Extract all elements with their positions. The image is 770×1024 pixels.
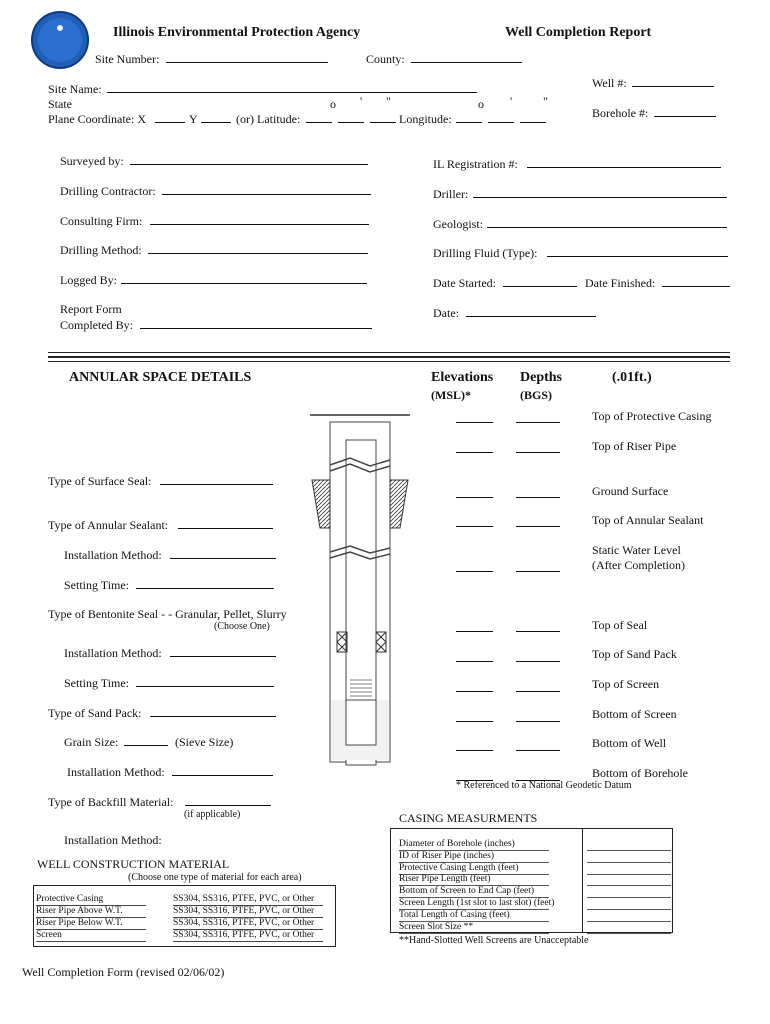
unit-header: (.01ft.) [612,370,652,385]
borehole-number-field[interactable] [654,106,716,117]
material-row-name: Screen [36,930,62,940]
lat-min-mark: ' [360,94,363,108]
il-registration-label: IL Registration #: [433,157,518,171]
casing-row-label: ID of Riser Pipe (inches) [399,850,494,861]
casing-note: **Hand-Slotted Well Screens are Unacceptable [399,935,589,946]
depth-field[interactable] [516,487,560,498]
casing-title: CASING MEASURMENTS [399,811,538,825]
site-name-field[interactable] [107,82,477,93]
depth-field[interactable] [516,711,560,722]
label-top-annular-sealant: Top of Annular Sealant [592,513,704,527]
well-diagram [310,410,420,770]
site-number-label: Site Number: [95,52,160,66]
surveyed-by-field[interactable] [130,154,368,165]
surveyed-by-label: Surveyed by: [60,154,124,168]
depth-field[interactable] [516,516,560,527]
plane-x-field[interactable] [155,112,185,123]
borehole-number-label: Borehole #: [592,106,649,120]
label-top-of-screen: Top of Screen [592,677,660,691]
casing-row [399,851,672,863]
casing-row-label: Total Length of Casing (feet) [399,909,510,920]
depth-field[interactable] [516,442,560,453]
casing-row-label: Diameter of Borehole (inches) [399,839,515,849]
lon-sec-mark: " [543,94,548,108]
material-title: WELL CONSTRUCTION MATERIAL [37,857,230,871]
section-divider-2 [48,357,730,362]
casing-row-label: Bottom of Screen to End Cap (feet) [399,886,535,897]
label-bottom-of-screen: Bottom of Screen [592,707,677,721]
lon-deg-field[interactable] [456,112,482,123]
installation-method-4-label: Installation Method: [64,833,162,847]
site-name-label: Site Name: [48,82,102,96]
depth-field[interactable] [516,561,560,572]
casing-row-label: Protective Casing Length (feet) [399,862,519,873]
casing-row [399,910,672,922]
backfill-label: Type of Backfill Material: [48,795,174,809]
surface-seal-field[interactable] [160,474,273,485]
annular-sealant-label: Type of Annular Sealant: [48,518,169,532]
setting-time-1-field[interactable] [136,578,274,589]
agency-name: Illinois Environmental Protection Agency [113,25,361,40]
annular-title: ANNULAR SPACE DETAILS [69,370,252,385]
material-row-options[interactable]: SS304, SS316, PTFE, PVC, or Other [173,930,315,940]
county-field[interactable] [411,52,522,63]
lat-sec-field[interactable] [370,112,396,123]
lat-min-field[interactable] [338,112,364,123]
choose-one-note: (Choose One) [214,621,270,632]
elevation-field[interactable] [456,487,493,498]
casing-row [399,898,672,910]
completed-by-field[interactable] [140,318,372,329]
if-applicable-note: (if applicable) [184,809,241,820]
label-static-water-level: Static Water Level [592,543,681,557]
plane-coordinate-x-label: Plane Coordinate: X [48,112,146,126]
lon-deg-mark: o [478,97,484,111]
geologist-field[interactable] [487,217,727,228]
elevations-header: Elevations [431,370,494,385]
material-row-options[interactable]: SS304, SS316, PTFE, PVC, or Other [173,894,315,904]
driller-field[interactable] [473,187,727,198]
y-label: Y [189,112,198,126]
label-after-completion: (After Completion) [592,558,685,572]
logged-by-label: Logged By: [60,273,117,287]
plane-y-field[interactable] [201,112,231,123]
casing-row [399,839,672,851]
consulting-firm-field[interactable] [150,214,369,225]
well-number-label: Well #: [592,76,627,90]
material-row [36,894,332,906]
date-started-field[interactable] [503,276,577,287]
drilling-method-field[interactable] [148,243,368,254]
material-row [36,918,332,930]
depth-field[interactable] [516,621,560,632]
bentonite-seal-label: Type of Bentonite Seal - - Granular, Pellet, Slurry [48,607,287,621]
installation-method-3-label: Installation Method: [67,765,165,779]
casing-row [399,874,672,886]
label-top-protective-casing: Top of Protective Casing [592,409,712,423]
depth-field[interactable] [516,681,560,692]
driller-label: Driller: [433,187,469,201]
installation-method-3-field[interactable] [172,765,273,776]
elevation-field[interactable] [456,740,493,751]
label-top-riser-pipe: Top of Riser Pipe [592,439,677,453]
lat-sec-mark: " [386,94,391,108]
agency-logo [30,10,90,70]
installation-method-1-field[interactable] [170,548,276,559]
elevation-field[interactable] [456,516,493,527]
material-row [36,930,332,942]
date-field[interactable] [466,306,596,317]
elevation-field[interactable] [456,681,493,692]
geologist-label: Geologist: [433,217,483,231]
material-row [36,906,332,918]
state-label: State [48,97,72,111]
material-row-name: Riser Pipe Above W.T. [36,906,123,916]
sieve-size-note: (Sieve Size) [175,735,234,749]
setting-time-1-label: Setting Time: [64,578,130,592]
setting-time-2-field[interactable] [136,676,274,687]
grain-size-label: Grain Size: [64,735,119,749]
site-number-field[interactable] [166,52,328,63]
material-row-name: Protective Casing [36,894,104,904]
casing-row-underline [399,933,549,934]
material-row-underline [36,941,146,942]
report-title: Well Completion Report [505,25,652,40]
label-top-sand-pack: Top of Sand Pack [592,647,677,661]
casing-row [399,863,672,875]
bgs-header: (BGS) [520,388,553,402]
depth-field[interactable] [516,651,560,662]
date-label: Date: [433,306,459,320]
longitude-label: Longitude: [399,112,452,126]
installation-method-2-field[interactable] [170,646,276,657]
date-started-label: Date Started: [433,276,496,290]
label-bottom-of-borehole: Bottom of Borehole [592,766,688,780]
casing-row-label: Screen Length (1st slot to last slot) (feet) [399,898,555,908]
annular-sealant-field[interactable] [178,518,273,529]
material-row-options-underline [173,941,323,942]
lat-deg-field[interactable] [306,112,332,123]
lon-min-field[interactable] [488,112,514,123]
casing-row [399,922,672,934]
elevation-field[interactable] [456,412,493,423]
setting-time-2-label: Setting Time: [64,676,130,690]
drilling-contractor-label: Drilling Contractor: [60,184,156,198]
elevation-field[interactable] [456,651,493,662]
label-bottom-of-well: Bottom of Well [592,736,667,750]
drilling-fluid-field[interactable] [547,246,728,257]
casing-row [399,886,672,898]
completed-by-label: Completed By: [60,318,133,332]
report-form-label: Report Form [60,302,122,316]
material-row-options[interactable]: SS304, SS316, PTFE, PVC, or Other [173,918,315,928]
material-subtitle: (Choose one type of material for each area) [128,872,302,883]
lon-min-mark: ' [510,94,513,108]
casing-row-label: Riser Pipe Length (feet) [399,874,491,885]
logged-by-field[interactable] [121,273,367,284]
sand-pack-field[interactable] [150,706,276,717]
label-top-of-seal: Top of Seal [592,618,648,632]
depths-header: Depths [520,370,563,385]
il-registration-field[interactable] [527,157,721,168]
casing-value-field[interactable] [587,933,671,934]
installation-method-1-label: Installation Method: [64,548,162,562]
grain-size-field[interactable] [124,735,168,746]
surface-seal-label: Type of Surface Seal: [48,474,152,488]
casing-table [390,828,673,933]
date-finished-label: Date Finished: [585,276,656,290]
latitude-label: (or) Latitude: [236,112,301,126]
date-finished-field[interactable] [662,276,730,287]
msl-header: (MSL)* [431,388,471,402]
material-row-name: Riser Pipe Below W.T. [36,918,123,928]
lon-sec-field[interactable] [520,112,546,123]
material-table [33,885,336,947]
elevation-field[interactable] [456,442,493,453]
sand-pack-label: Type of Sand Pack: [48,706,142,720]
drilling-method-label: Drilling Method: [60,243,142,257]
backfill-field[interactable] [185,795,271,806]
consulting-firm-label: Consulting Firm: [60,214,143,228]
label-ground-surface: Ground Surface [592,484,669,498]
elevation-field[interactable] [456,621,493,632]
drilling-fluid-label: Drilling Fluid (Type): [433,246,538,260]
drilling-contractor-field[interactable] [162,184,371,195]
lat-deg-mark: o [330,97,336,111]
county-label: County: [366,52,405,66]
casing-row-label: Screen Slot Size ** [399,921,474,932]
depth-field[interactable] [516,740,560,751]
form-revision: Well Completion Form (revised 02/06/02) [22,965,225,979]
installation-method-2-label: Installation Method: [64,646,162,660]
elevation-field[interactable] [456,561,493,572]
depth-field[interactable] [516,412,560,423]
well-number-field[interactable] [632,76,714,87]
material-row-options[interactable]: SS304, SS316, PTFE, PVC, or Other [173,906,315,916]
geodetic-note: * Referenced to a National Geodetic Datum [456,780,632,791]
elevation-field[interactable] [456,711,493,722]
